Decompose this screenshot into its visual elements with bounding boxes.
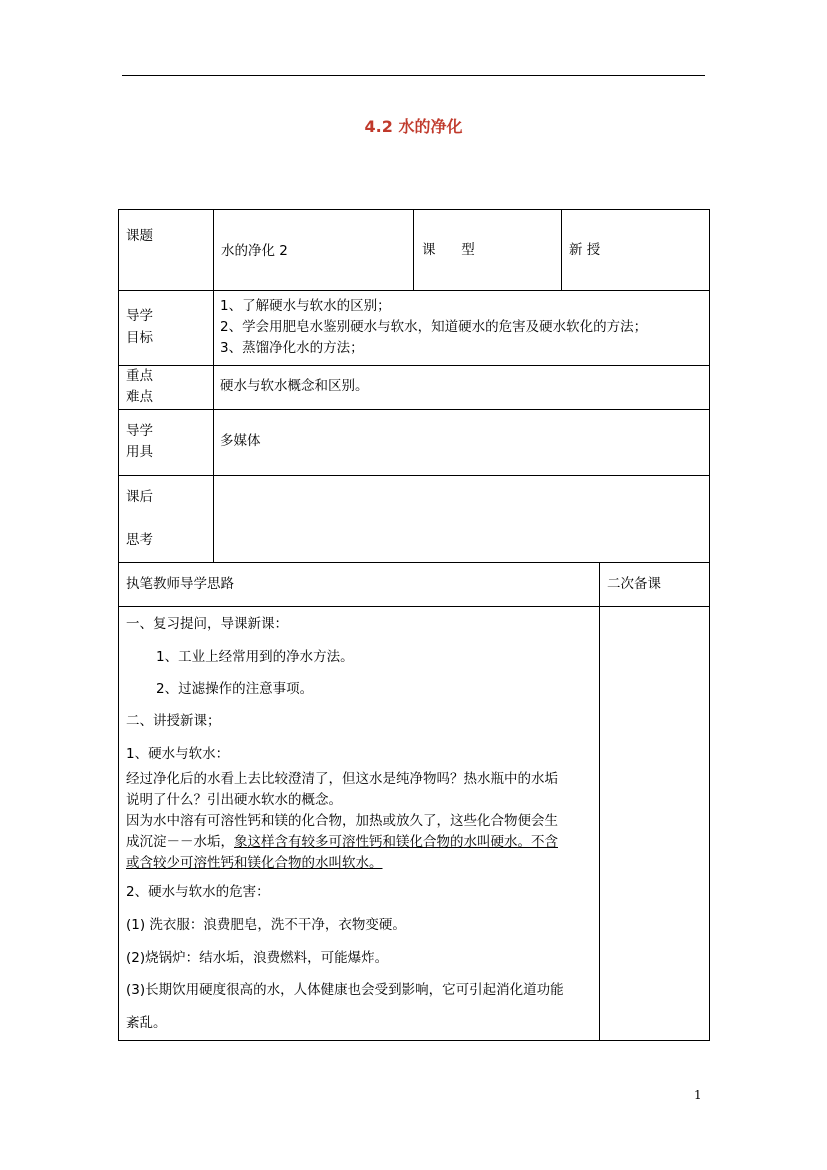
- goal-line-3: 3、蒸馏净化水的方法；: [220, 340, 364, 356]
- goal-line-1: 1、了解硬水与软水的区别；: [220, 298, 391, 314]
- goal-label-2: 目标: [126, 330, 153, 346]
- reflect-label-2: 思考: [126, 532, 153, 548]
- type-label: 课 型: [422, 242, 475, 258]
- tools-value: 多媒体: [220, 433, 261, 449]
- plan-header-right: 二次备课: [607, 576, 661, 592]
- topic-value: 水的净化 2: [221, 243, 288, 259]
- plan-line: (2)烧锅炉：结水垢，浪费燃料，可能爆炸。: [126, 950, 389, 966]
- plan-line: [126, 832, 558, 852]
- tools-label-2: 用具: [126, 444, 153, 460]
- cell-reflect-value: [213, 475, 710, 563]
- plan-line: 因为水中溶有可溶性钙和镁的化合物，加热或放久了，这些化合物便会生: [126, 813, 558, 829]
- plan-line: (3)长期饮用硬度很高的水，人体健康也会受到影响，它可引起消化道功能: [126, 982, 564, 998]
- plan-line: 经过净化后的水看上去比较澄清了，但这水是纯净物吗？热水瓶中的水垢: [126, 771, 558, 787]
- plan-line: 说明了什么？引出硬水软水的概念。: [126, 792, 342, 808]
- tools-label-1: 导学: [126, 423, 153, 439]
- key-label-2: 难点: [126, 389, 153, 405]
- goal-label-1: 导学: [126, 308, 153, 324]
- soft-water-definition: 或含较少可溶性钙和镁化合物的水叫软水。: [126, 855, 383, 871]
- plan-line: 1、硬水与软水：: [126, 746, 230, 762]
- header-rule: [122, 75, 705, 76]
- hard-water-definition: 象这样含有较多可溶性钙和镁化合物的水叫硬水。不含: [234, 834, 558, 850]
- plan-line: 2、过滤操作的注意事项。: [156, 681, 314, 697]
- key-label-1: 重点: [126, 368, 153, 384]
- type-value: 新 授: [569, 242, 601, 258]
- page-title: 4.2 水的净化: [364, 117, 463, 136]
- plan-line: (1) 洗衣服：浪费肥皂，洗不干净，衣物变硬。: [126, 917, 406, 933]
- plan-line: 紊乱。: [126, 1015, 167, 1031]
- cell-tools-value: [213, 409, 710, 476]
- plan-line: 一、复习提问，导课新课：: [126, 616, 288, 632]
- goal-line-2: 2、学会用肥皂水鉴别硬水与软水，知道硬水的危害及硬水软化的方法；: [220, 319, 648, 335]
- plan-notes-cell: [599, 606, 710, 1041]
- plan-line: 1、工业上经常用到的净水方法。: [156, 649, 354, 665]
- reflect-label-1: 课后: [126, 489, 153, 505]
- topic-label: 课题: [126, 228, 153, 244]
- page-number: 1: [694, 1088, 702, 1102]
- key-value: 硬水与软水概念和区别。: [220, 378, 369, 394]
- plan-line: 二、讲授新课；: [126, 713, 221, 729]
- cell-topic-label: [118, 209, 214, 291]
- plan-line: 2、硬水与软水的危害：: [126, 884, 270, 900]
- plan-header-left: 执笔教师导学思路: [126, 576, 234, 592]
- plan-line-part: 成沉淀－－水垢，: [126, 834, 234, 850]
